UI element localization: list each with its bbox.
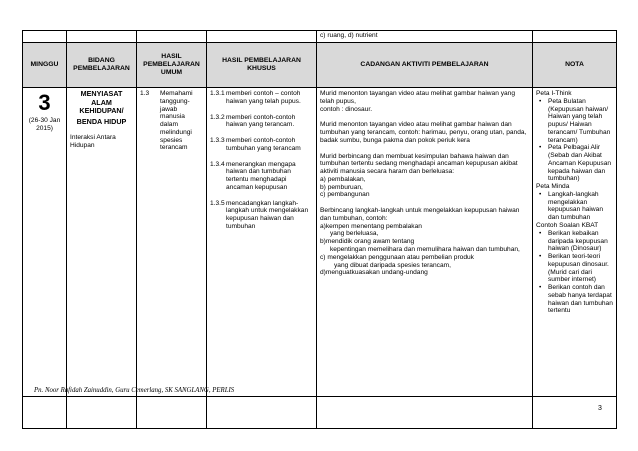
hasil-khusus-cell xyxy=(207,88,317,429)
aktiviti-cell xyxy=(317,88,533,429)
footer-divider xyxy=(22,396,616,397)
week-number: 3 xyxy=(38,90,51,115)
nota-cell xyxy=(533,88,617,429)
hasil-umum-cell xyxy=(137,88,207,429)
nota-item: • Berikan kebaikan daripada kepupusan haiwan (Dinosaur) xyxy=(544,230,613,253)
week-row xyxy=(23,88,617,429)
nota-heading: Peta Minda xyxy=(536,183,570,191)
bidang-title: MENYIASAT ALAM KEHIDUPAN/ xyxy=(79,89,124,116)
bidang-subtitle: BENDA HIDUP xyxy=(76,116,127,126)
nota-heading: Contoh Soalan KBAT xyxy=(536,222,599,230)
hasil-khusus-item: 1.3.5 mencadangkan langkah-langkah untuk mengelakkan kepupusan haiwan dan tumbuhan xyxy=(210,199,309,230)
aktiviti-list-item: d)menguatkuasakan undang-undang xyxy=(320,269,428,277)
hasil-khusus-item: 1.3.1 memberi contoh – contoh haiwan yang telah pupus. xyxy=(210,90,301,105)
minggu-cell xyxy=(23,88,67,429)
bidang-topic: Interaksi Antara Hidupan xyxy=(70,134,116,150)
hasil-khusus-item: 1.3.3 memberi contoh-contoh tumbuhan yang terancam xyxy=(210,137,301,152)
week-date: (26-30 Jan 2015) xyxy=(28,117,61,132)
aktiviti-list-item: b)mendidik orang awam tentang xyxy=(320,238,415,246)
previous-row-text: c) ruang, d) nutrient xyxy=(317,31,533,43)
page-number: 3 xyxy=(598,405,602,412)
header-bidang: BIDANG PEMBELAJARAN xyxy=(67,43,137,88)
aktiviti-list-item-cont: kepentingan memelihara dan memulihara haiwan dan tumbuhan, xyxy=(330,246,520,254)
aktiviti-list-item: a)kempen menentang pembalakan xyxy=(320,222,422,230)
aktiviti-paragraph: Murid berbincang dan membuat kesimpulan bahawa haiwan dan tumbuhan tertentu sedang menghadapi ancaman kepupusan akibat aktiviti manusia secara haram dan berleluasa: xyxy=(320,152,518,176)
aktiviti-list-item: a) pembalakan, xyxy=(320,175,366,183)
nota-list xyxy=(536,98,613,183)
aktiviti-list-item: c) mengelakkan penggunaan atau pembelian produk xyxy=(320,253,474,261)
nota-item: • Langkah-langkah mengelakkan kepupusan haiwan dan tumbuhan xyxy=(544,191,613,222)
nota-item: • Berikan contoh dan sebab hanya terdapat haiwan dan tumbuhan tertentu xyxy=(544,284,613,315)
nota-list xyxy=(536,191,613,222)
hasil-umum-text: Memahami tanggung-jawab manusia dalam melindungi spesies terancam xyxy=(160,90,193,152)
aktiviti-list-item-cont: yang berleluasa, xyxy=(330,230,379,238)
hasil-khusus-item: 1.3.4 menerangkan mengapa haiwan dan tumbuhan tertentu menghadapi ancaman kepupusan xyxy=(210,160,296,191)
nota-list xyxy=(536,230,613,315)
aktiviti-list-item-cont: yang dibuat daripada spesies terancam, xyxy=(334,261,451,269)
aktiviti-paragraph: Murid menonton tayangan video atau melihat gambar haiwan dan tumbuhan yang terancam, contoh: harimau, penyu, orang utan, panda, badak sumbu, bunga pakma dan pokok periuk kera xyxy=(320,121,527,144)
nota-item: • Berikan teori-teori kepupusan dinosaur. (Murid cari dari sumber internet) xyxy=(544,253,613,284)
header-nota: NOTA xyxy=(533,43,617,88)
bidang-cell xyxy=(67,88,137,429)
aktiviti-list-item: b) pemburuan, xyxy=(320,183,363,191)
nota-item: • Peta Pelbagai Alir (Sebab dan Akibat Ancaman Kepupusan kepada haiwan dan tumbuhan) xyxy=(544,144,613,183)
footer-author: Pn. Noor Rafidah Zainuddin, Guru Cemerlang, SK SANGLANG, PERLIS xyxy=(34,387,235,394)
hasil-khusus-item: 1.3.2 memberi contoh-contoh haiwan yang terancam. xyxy=(210,113,296,129)
nota-heading: Peta I-Think xyxy=(536,90,572,97)
nota-item: • Peta Bulatan (Kepupusan haiwan/ Haiwan yang telah pupus/ Haiwan terancam/ Tumbuhan terancam) xyxy=(544,98,613,145)
header-row xyxy=(23,43,617,88)
aktiviti-paragraph: Berbincang langkah-langkah untuk mengelakkan kepupusan haiwan dan tumbuhan, contoh: xyxy=(320,207,520,222)
header-aktiviti: CADANGAN AKTIVITI PEMBELAJARAN xyxy=(317,43,533,88)
aktiviti-paragraph: contoh : dinosaur. xyxy=(320,105,373,113)
header-hasil-khusus: HASIL PEMBELAJARAN KHUSUS xyxy=(207,43,317,88)
lesson-plan-table xyxy=(22,30,617,429)
previous-row xyxy=(23,31,617,43)
header-hasil-umum: HASIL PEMBELAJARAN UMUM xyxy=(137,43,207,88)
hasil-umum-number: 1.3 xyxy=(140,90,150,97)
aktiviti-list-item: c) pembangunan xyxy=(320,191,370,199)
aktiviti-paragraph: Murid menonton tayangan video atau melihat gambar haiwan yang telah pupus, xyxy=(320,90,516,105)
header-minggu: MINGGU xyxy=(23,43,67,88)
hasil-umum-item xyxy=(140,90,203,152)
